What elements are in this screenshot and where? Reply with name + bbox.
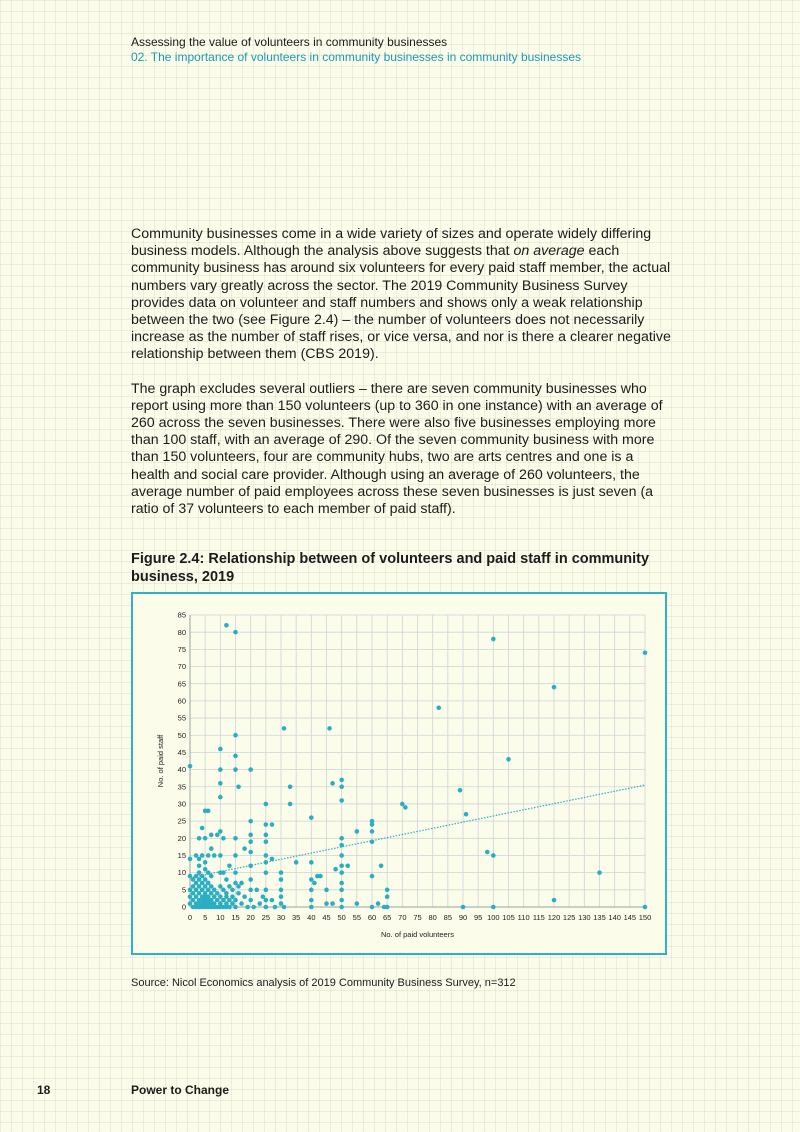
data-point — [385, 905, 390, 910]
data-point — [370, 905, 375, 910]
data-point — [233, 870, 238, 875]
paragraph-2: The graph excludes several outliers – there are seven community businesses who report using more than 150 volunteers (up to 360 in one instance) with an average of 260 across the seven businesses. There were also five businesses employing more than 100 staff, with an average of 290. Of the seven community business with more than 150 volunteers, four are community hubs, two are arts centres and one is a health and social care provider. Although using an average of 260 volunteers, the average number of paid employees across these seven businesses is just seven (a ratio of 37 volunteers to each member of paid staff). — [131, 380, 663, 518]
data-point — [264, 870, 269, 875]
data-point — [209, 891, 214, 896]
data-point — [233, 853, 238, 858]
data-point — [248, 863, 253, 868]
data-point — [230, 894, 235, 899]
data-point — [294, 860, 299, 865]
data-point — [233, 836, 238, 841]
data-point — [197, 877, 202, 882]
data-point — [339, 898, 344, 903]
data-point — [215, 891, 220, 896]
data-point — [206, 853, 211, 858]
data-point — [491, 905, 496, 910]
data-point — [464, 812, 469, 817]
data-point — [233, 630, 238, 635]
data-point — [264, 860, 269, 865]
x-tick-label: 0 — [187, 913, 193, 922]
x-tick-label: 20 — [246, 913, 255, 922]
data-point — [203, 877, 208, 882]
data-point — [309, 877, 314, 882]
data-point — [218, 901, 223, 906]
data-point — [188, 764, 193, 769]
data-point — [212, 901, 217, 906]
data-point — [339, 905, 344, 910]
data-point — [251, 905, 256, 910]
data-point — [218, 884, 223, 889]
y-tick-label: 75 — [177, 644, 186, 654]
data-point — [506, 757, 511, 762]
data-point — [288, 784, 293, 789]
running-header — [131, 35, 581, 65]
data-point — [212, 894, 217, 899]
x-tick-label: 125 — [562, 913, 576, 922]
data-point — [330, 901, 335, 906]
data-point — [339, 798, 344, 803]
data-point — [458, 788, 463, 793]
data-point — [597, 870, 602, 875]
x-tick-label: 115 — [532, 913, 545, 922]
x-tick-label: 105 — [502, 913, 515, 922]
y-tick-label: 50 — [177, 730, 186, 740]
data-point — [233, 754, 238, 759]
data-point — [188, 894, 193, 899]
data-point — [227, 863, 232, 868]
figure-title: Figure 2.4: Relationship between of volunteers and paid staff in community business, 2019 — [131, 551, 650, 585]
y-axis-label: No. of paid staff — [156, 734, 165, 788]
data-point — [264, 822, 269, 827]
paragraph-1-part-b: each community business has around six volunteers for every paid staff member, the actual numbers vary greatly across the sector. The 2019 Community Business Survey provides data on volunteer and staff numbers and shows only a weak relationship between the two (see Figure 2.4) – the number of volunteers does not necessarily increase as the number of staff rises, or vice versa, and nor is there a clearer negative relationship between them (CBS 2019). — [131, 243, 671, 363]
data-point — [203, 867, 208, 872]
data-point — [264, 898, 269, 903]
data-point — [248, 877, 253, 882]
data-point — [339, 888, 344, 893]
data-point — [318, 874, 323, 879]
data-point — [345, 863, 350, 868]
y-tick-label: 35 — [177, 782, 186, 792]
data-point — [288, 802, 293, 807]
x-tick-label: 85 — [443, 913, 453, 922]
data-point — [491, 853, 496, 858]
data-point — [327, 726, 332, 731]
data-point — [197, 870, 202, 875]
data-point — [242, 846, 247, 851]
data-point — [643, 650, 648, 655]
data-point — [218, 767, 223, 772]
data-point — [339, 843, 344, 848]
data-point — [552, 685, 557, 690]
data-point — [248, 898, 253, 903]
data-point — [282, 726, 287, 731]
x-tick-label: 130 — [578, 913, 591, 922]
data-point — [227, 884, 232, 889]
data-point — [385, 888, 390, 893]
data-point — [197, 857, 202, 862]
y-tick-label: 65 — [177, 679, 186, 689]
data-point — [197, 836, 202, 841]
data-point — [461, 905, 466, 910]
data-point — [282, 905, 287, 910]
data-point — [200, 853, 205, 858]
data-point — [221, 898, 226, 903]
data-point — [230, 901, 235, 906]
paragraph-1-emphasis: on average — [513, 243, 585, 260]
y-tick-label: 85 — [177, 610, 186, 620]
data-point — [218, 894, 223, 899]
data-point — [264, 802, 269, 807]
y-tick-label: 15 — [177, 851, 186, 861]
x-tick-label: 60 — [367, 913, 377, 922]
data-point — [188, 888, 193, 893]
x-tick-label: 95 — [473, 913, 483, 922]
data-point — [209, 884, 214, 889]
x-tick-label: 25 — [261, 913, 271, 922]
data-point — [188, 857, 193, 862]
data-point — [400, 802, 405, 807]
data-point — [261, 894, 266, 899]
data-point — [191, 898, 196, 903]
data-point — [339, 784, 344, 789]
data-point — [209, 898, 214, 903]
x-tick-label: 80 — [428, 913, 437, 922]
data-point — [206, 888, 211, 893]
data-point — [242, 894, 247, 899]
data-point — [194, 881, 199, 886]
data-point — [436, 705, 441, 710]
data-point — [309, 898, 314, 903]
data-point — [233, 905, 238, 910]
x-tick-label: 70 — [398, 913, 407, 922]
x-tick-label: 30 — [276, 913, 286, 922]
data-point — [200, 874, 205, 879]
data-point — [309, 905, 314, 910]
section-title: 02. The importance of volunteers in community businesses in community businesses — [131, 50, 581, 64]
y-tick-label: 45 — [177, 748, 186, 758]
data-point — [224, 623, 229, 628]
data-point — [206, 881, 211, 886]
data-point — [491, 637, 496, 642]
data-point — [221, 888, 226, 893]
data-point — [379, 863, 384, 868]
y-tick-label: 30 — [177, 799, 186, 809]
data-point — [233, 881, 238, 886]
y-tick-label: 60 — [177, 696, 186, 706]
source-note: Source: Nicol Economics analysis of 2019 Community Business Survey, n=312 — [131, 977, 516, 989]
data-point — [194, 894, 199, 899]
data-point — [194, 888, 199, 893]
data-point — [233, 898, 238, 903]
y-tick-label: 0 — [181, 902, 186, 912]
data-point — [279, 870, 284, 875]
data-point — [197, 884, 202, 889]
data-point — [233, 733, 238, 738]
data-point — [224, 891, 229, 896]
data-point — [215, 833, 220, 838]
data-point — [239, 901, 244, 906]
data-point — [248, 888, 253, 893]
x-tick-label: 110 — [517, 913, 530, 922]
data-point — [403, 805, 408, 810]
y-tick-label: 25 — [177, 816, 186, 826]
data-point — [200, 826, 205, 831]
x-tick-label: 55 — [352, 913, 362, 922]
data-point — [206, 894, 211, 899]
data-point — [206, 870, 211, 875]
data-point — [270, 857, 275, 862]
data-point — [236, 891, 241, 896]
data-point — [309, 860, 314, 865]
data-point — [227, 905, 232, 910]
data-point — [200, 881, 205, 886]
data-point — [257, 901, 262, 906]
data-point — [270, 898, 275, 903]
data-point — [264, 839, 269, 844]
data-point — [188, 874, 193, 879]
data-point — [264, 905, 269, 910]
data-point — [236, 884, 241, 889]
data-point — [224, 901, 229, 906]
data-point — [279, 877, 284, 882]
data-point — [203, 891, 208, 896]
data-point — [236, 784, 241, 789]
data-point — [212, 888, 217, 893]
x-tick-label: 10 — [216, 913, 225, 922]
x-tick-label: 45 — [322, 913, 331, 922]
data-point — [273, 905, 278, 910]
data-point — [370, 829, 375, 834]
data-point — [643, 905, 648, 910]
data-point — [194, 853, 199, 858]
body-text — [131, 226, 671, 535]
document-title: Assessing the value of volunteers in community businesses — [131, 35, 448, 49]
data-point — [206, 809, 211, 814]
data-point — [248, 819, 253, 824]
x-tick-label: 15 — [231, 913, 240, 922]
data-point — [552, 898, 557, 903]
x-tick-label: 145 — [623, 913, 637, 922]
x-tick-label: 120 — [547, 913, 561, 922]
data-point — [279, 901, 284, 906]
data-point — [264, 833, 269, 838]
data-point — [218, 781, 223, 786]
data-point — [254, 888, 259, 893]
data-point — [355, 901, 360, 906]
y-tick-label: 55 — [177, 713, 186, 723]
x-tick-label: 5 — [203, 913, 208, 922]
data-point — [264, 888, 269, 893]
data-point — [312, 881, 317, 886]
paragraph-1-part-a: Community businesses come in a wide variety of sizes and operate widely differing business models. Although the analysis above suggests that — [131, 226, 652, 260]
data-point — [270, 822, 275, 827]
y-tick-label: 5 — [181, 885, 186, 895]
footer-brand: Power to Change — [131, 1083, 230, 1097]
data-point — [203, 860, 208, 865]
data-point — [209, 874, 214, 879]
data-point — [324, 888, 329, 893]
data-point — [339, 778, 344, 783]
data-point — [339, 881, 344, 886]
data-point — [194, 874, 199, 879]
data-point — [248, 767, 253, 772]
data-point — [309, 815, 314, 820]
data-point — [370, 839, 375, 844]
x-axis-label: No. of paid volunteers — [381, 930, 454, 939]
data-point — [203, 836, 208, 841]
data-point — [221, 870, 226, 875]
data-point — [200, 888, 205, 893]
data-point — [203, 884, 208, 889]
page-number: 18 — [37, 1083, 51, 1097]
data-point — [197, 891, 202, 896]
x-tick-label: 40 — [307, 913, 316, 922]
data-point — [230, 888, 235, 893]
data-point — [248, 833, 253, 838]
data-point — [248, 839, 253, 844]
data-point — [376, 901, 381, 906]
data-point — [245, 905, 250, 910]
chart-container — [131, 592, 667, 955]
data-point — [191, 891, 196, 896]
data-point — [188, 901, 193, 906]
x-tick-label: 150 — [638, 913, 652, 922]
data-point — [248, 850, 253, 855]
data-point — [227, 898, 232, 903]
data-point — [279, 894, 284, 899]
data-point — [370, 874, 375, 879]
data-point — [239, 881, 244, 886]
data-point — [218, 853, 223, 858]
x-tick-label: 90 — [458, 913, 468, 922]
data-point — [191, 884, 196, 889]
data-point — [218, 829, 223, 834]
data-point — [197, 863, 202, 868]
data-point — [191, 877, 196, 882]
data-point — [385, 894, 390, 899]
x-tick-label: 100 — [487, 913, 500, 922]
x-tick-label: 135 — [593, 913, 606, 922]
data-point — [209, 833, 214, 838]
data-point — [339, 863, 344, 868]
x-tick-label: 75 — [413, 913, 422, 922]
data-point — [221, 836, 226, 841]
data-point — [224, 877, 229, 882]
data-point — [355, 829, 360, 834]
data-point — [209, 846, 214, 851]
x-tick-label: 35 — [291, 913, 301, 922]
paragraph-1 — [131, 226, 671, 364]
y-tick-label: 70 — [177, 662, 186, 672]
data-point — [218, 747, 223, 752]
data-point — [309, 888, 314, 893]
data-point — [324, 901, 329, 906]
y-tick-label: 20 — [177, 833, 186, 843]
data-point — [279, 888, 284, 893]
data-point — [212, 853, 217, 858]
data-point — [218, 795, 223, 800]
y-tick-label: 10 — [177, 868, 186, 878]
x-tick-label: 140 — [608, 913, 621, 922]
data-point — [215, 898, 220, 903]
scatter-chart — [133, 594, 665, 953]
x-tick-label: 65 — [382, 913, 392, 922]
data-point — [339, 836, 344, 841]
y-tick-label: 40 — [177, 765, 186, 775]
data-point — [339, 853, 344, 858]
x-tick-label: 50 — [337, 913, 346, 922]
data-point — [233, 767, 238, 772]
data-point — [333, 867, 338, 872]
data-point — [264, 853, 269, 858]
data-point — [370, 819, 375, 824]
data-point — [330, 781, 335, 786]
data-point — [485, 850, 490, 855]
y-tick-label: 80 — [177, 627, 186, 637]
data-point — [339, 870, 344, 875]
